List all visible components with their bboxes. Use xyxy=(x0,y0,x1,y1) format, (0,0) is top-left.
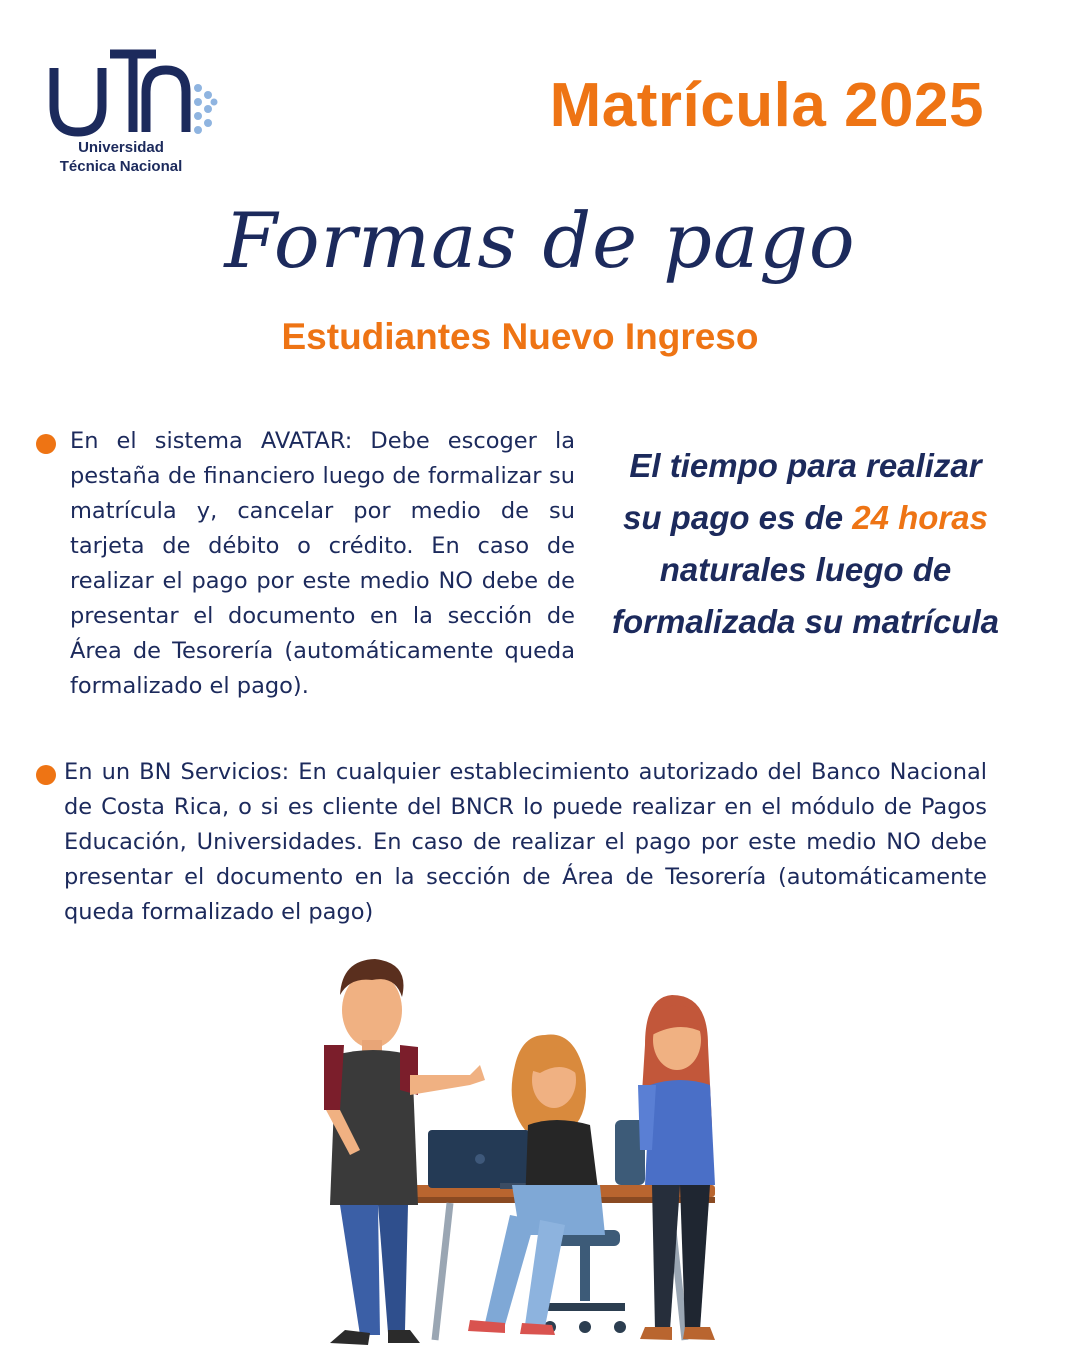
logo-caption xyxy=(46,138,196,176)
logo-line-2: Técnica Nacional xyxy=(59,158,183,175)
students-illustration xyxy=(300,935,770,1350)
page-subtitle: Estudiantes Nuevo Ingreso xyxy=(281,316,759,357)
payment-time-callout xyxy=(608,440,1003,648)
callout-text-1: El tiempo para realizar su pago es de xyxy=(623,447,982,536)
logo-line-1: Universidad xyxy=(78,139,164,156)
enrollment-year-title: Matrícula 2025 xyxy=(549,71,984,140)
bullet-dot-2 xyxy=(36,765,56,785)
bullet-dot-1 xyxy=(36,434,56,454)
payment-method-avatar: En el sistema AVATAR: Debe escoger la pestaña de financiero luego de formalizar su matrícula y, cancelar por medio de su tarjeta de débito o crédito. En caso de realizar el pago por este medio NO debe de presentar el documento en la sección de Área de Tesorería (automáticamente queda formalizado el pago). xyxy=(70,428,575,699)
utn-logo-mark xyxy=(46,44,236,144)
callout-text-2: naturales luego de formalizada su matrícula xyxy=(612,551,999,640)
utn-logo xyxy=(46,44,236,184)
payment-method-bn-servicios: En un BN Servicios: En cualquier establecimiento autorizado del Banco Nacional de Costa Rica, o si es cliente del BNCR lo puede realizar en el módulo de Pagos Educación, Universidades. En caso de realizar el pago por este medio NO debe presentar el documento en la sección de Área de Tesorería (automáticamente queda formalizado el pago) xyxy=(64,759,987,925)
callout-highlight: 24 horas xyxy=(852,499,988,536)
page-title: Formas de pago xyxy=(224,196,856,285)
